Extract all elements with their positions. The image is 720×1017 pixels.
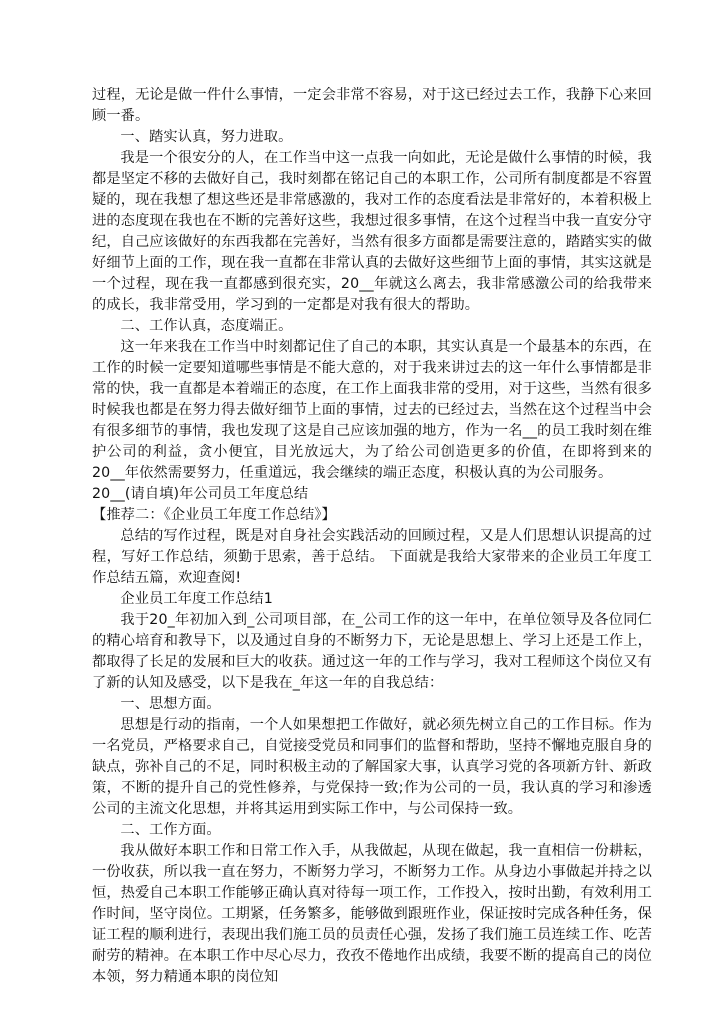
section-1 xyxy=(92,85,652,484)
heading-thought: 一、思想方面。 xyxy=(120,696,221,712)
heading-attitude: 二、工作认真，态度端正。 xyxy=(120,318,293,334)
heading-work: 二、工作方面。 xyxy=(120,822,221,838)
heading-diligence: 一、踏实认真，努力进取。 xyxy=(120,129,293,145)
paragraph-thought: 思想是行动的指南，一个人如果想把工作做好，就必须先树立自己的工作目标。作为一名党员，严格要求自己，自觉接受党员和同事们的监督和帮助，坚持不懈地克服自身的缺点，弥补自己的不足，同时积极主动的了解国家大事，认真学习党的各项新方针、新政策，不断的提升自己的党性修养，与党保持一致;作为公司的一员，我认真的学习和渗透公司的主流文化思想，并将其运用到实际工作中，与公司保持一致。 xyxy=(92,717,652,817)
paragraph-continued: 过程，无论是做一件什么事情，一定会非常不容易，对于这已经过去工作，我静下心来回顾一番。 xyxy=(92,87,652,124)
document-title: 20__(请自填)年公司员工年度总结 xyxy=(92,486,309,502)
section-2 xyxy=(92,484,652,988)
summary-subtitle: 企业员工年度工作总结1 xyxy=(120,591,273,607)
paragraph-diligence: 我是一个很安分的人，在工作当中这一点我一向如此，无论是做什么事情的时候，我都是坚定不移的去做好自己，我时刻都在铭记自己的本职工作，公司所有制度都是不容置疑的，现在我想了想这些还是非常感激的，我对工作的态度看法是非常好的，本着积极上进的态度现在我也在不断的完善好这些，我想过很多事情，在这个过程当中我一直安分守纪，自己应该做好的东西我都在完善好，当然有很多方面都是需要注意的，踏踏实实的做好细节上面的工作，现在我一直都在非常认真的去做好这些细节上面的事情，其实这就是一个过程，现在我一直都感到很充实，20__年就这么离去，我非常感激公司的给我带来的成长，我非常受用，学习到的一定都是对我有很大的帮助。 xyxy=(92,150,652,313)
intro-paragraph: 总结的写作过程，既是对自身社会实践活动的回顾过程，又是人们思想认识提高的过程，写好工作总结，须勤于思索，善于总结。 下面就是我给大家带来的企业员工年度工作总结五篇，欢迎查阅! xyxy=(92,528,652,586)
recommend-heading: 【推荐二：《企业员工年度工作总结》】 xyxy=(92,507,336,523)
paragraph-work: 我从做好本职工作和日常工作入手，从我做起，从现在做起，我一直相信一份耕耘，一份收获，所以我一直在努力，不断努力学习，不断努力工作。从身边小事做起并持之以恒，热爱自己本职工作能够正确认真对待每一项工作，工作投入，按时出勤，有效利用工作时间，坚守岗位。工期紧，任务繁多，能够做到跟班作业，保证按时完成各种任务，保证工程的顺利进行，表现出我们施工员的员责任心强，发扬了我们施工员连续工作、吃苦耐劳的精神。在本职工作中尽心尽力，孜孜不倦地作出成绩，我要不断的提高自己的岗位本领，努力精通本职的岗位知 xyxy=(92,843,652,985)
paragraph-attitude: 这一年来我在工作当中时刻都记住了自己的本职，其实认真是一个最基本的东西，在工作的时候一定要知道哪些事情是不能大意的，对于我来讲过去的这一年什么事情都是非常的快，我一直都是本着端正的态度，在工作上面我非常的受用，对于这些，当然有很多时候我也都是在努力得去做好细节上面的事情，过去的已经过去，当然在这个过程当中会有很多细节的事情，我也发现了这是自己应该加强的地方，作为一名__的员工我时刻在维护公司的利益，贪小便宜，目光放远大，为了给公司创造更多的价值，在即将到来的20__年依然需要努力，任重道远，我会继续的端正态度，积极认真的为公司服务。 xyxy=(92,339,652,481)
paragraph-intro-summary: 我于20_年初加入到_公司项目部，在_公司工作的这一年中，在单位领导及各位同仁的精心培育和教导下，以及通过自身的不断努力下，无论是思想上、学习上还是工作上，都取得了长足的发展和巨大的收获。通过这一年的工作与学习，我对工程师这个岗位又有了新的认知及感受，以下是我在_年这一年的自我总结： xyxy=(92,612,652,691)
